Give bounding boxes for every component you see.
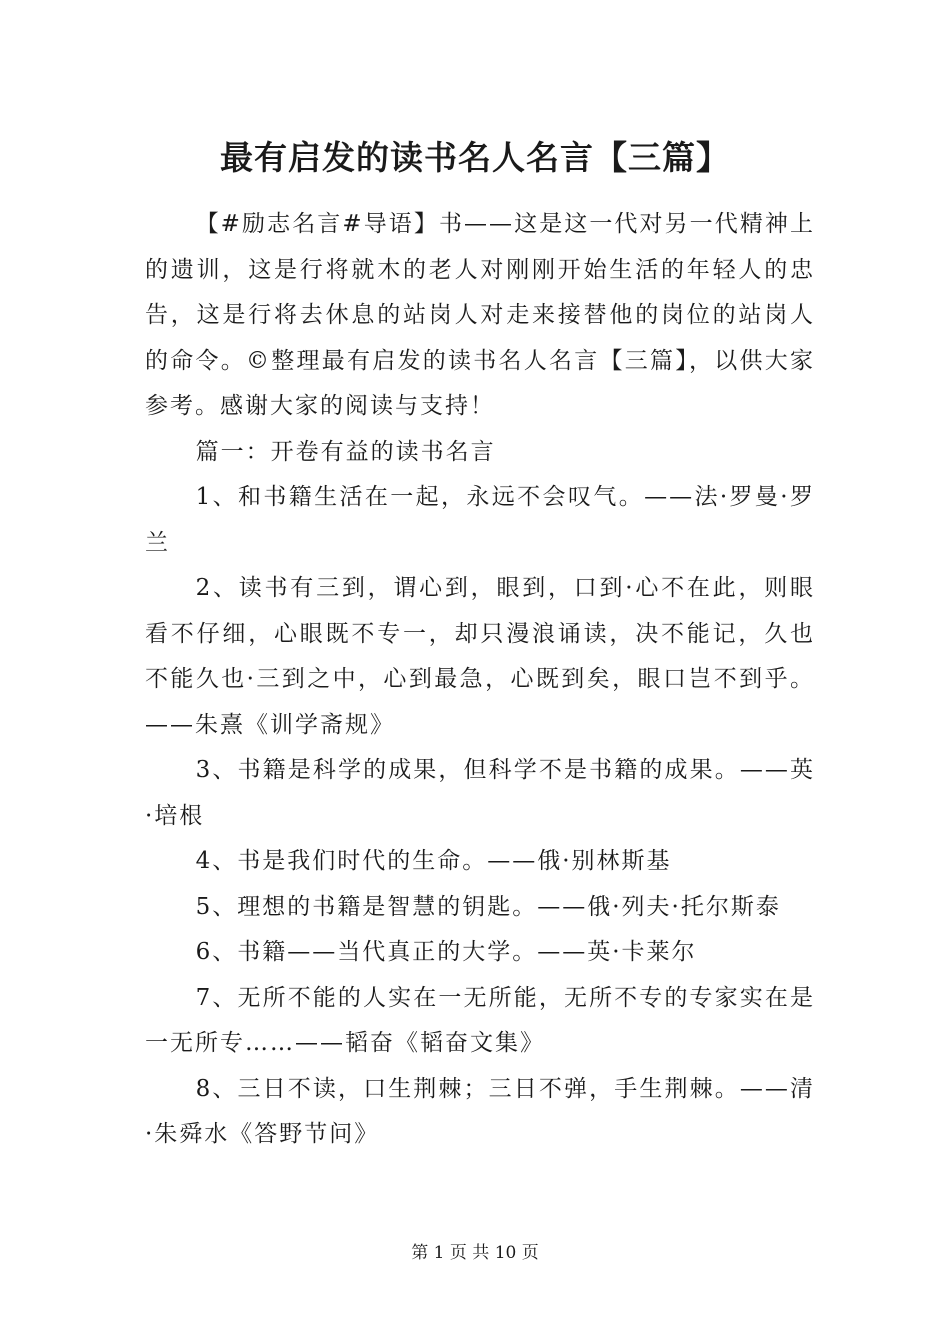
quote-item: 8、三日不读，口生荆棘；三日不弹，手生荆棘。——清·朱舜水《答野节问》 (145, 1075, 815, 1147)
document-title: 最有启发的读书名人名言【三篇】 (220, 138, 730, 177)
document-body (145, 202, 815, 1158)
page-number-footer: 第 1 页 共 10 页 (411, 1243, 539, 1263)
intro-paragraph: 【#励志名言#导语】书——这是这一代对另一代精神上的遗训，这是行将就木的老人对刚刚开始生活的年轻人的忠告，这是行将去休息的站岗人对走来接替他的岗位的站岗人的命令。©整理最有启发的读书名人名言【三篇】，以供大家参考。感谢大家的阅读与支持！ (145, 211, 815, 419)
section-heading: 篇一：开卷有益的读书名言 (195, 438, 496, 465)
quote-item: 7、无所不能的人实在一无所能，无所不专的专家实在是一无所专……——韬奋《韬奋文集》 (145, 984, 815, 1056)
quote-item: 5、理想的书籍是智慧的钥匙。——俄·列夫·托尔斯泰 (195, 893, 781, 920)
quote-item: 1、和书籍生活在一起，永远不会叹气。——法·罗曼·罗兰 (145, 484, 815, 556)
quote-item: 3、书籍是科学的成果，但科学不是书籍的成果。——英·培根 (145, 757, 815, 829)
quote-item: 2、读书有三到，谓心到，眼到，口到·心不在此，则眼看不仔细，心眼既不专一，却只漫浪诵读，决不能记，久也不能久也·三到之中，心到最急，心既到矣，眼口岂不到乎。——朱熹《训学斋规》 (145, 575, 815, 738)
quote-item: 4、书是我们时代的生命。——俄·别林斯基 (195, 848, 672, 874)
quote-item: 6、书籍——当代真正的大学。——英·卡莱尔 (195, 939, 697, 965)
